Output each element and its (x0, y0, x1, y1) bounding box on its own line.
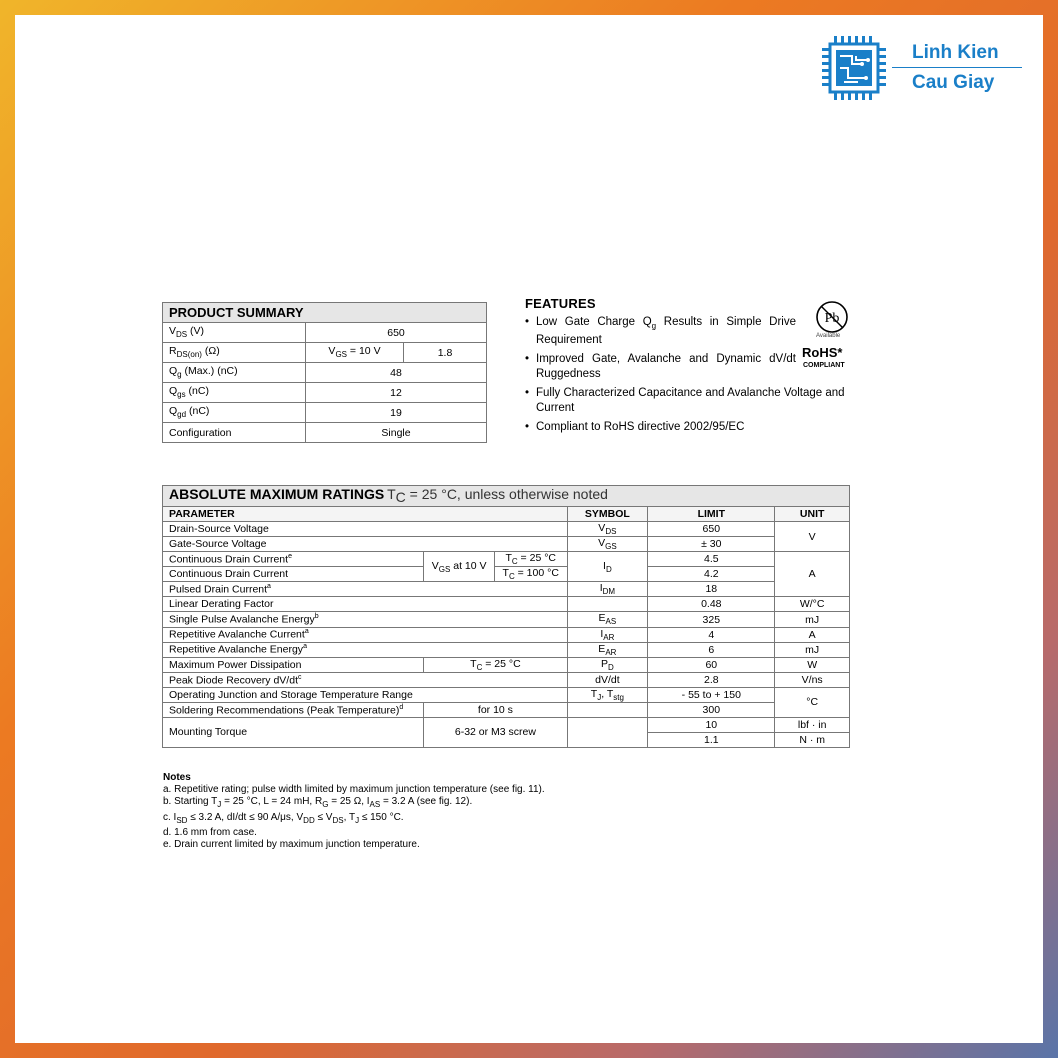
note-c: c. $I_{SD} \le 3.2$ A, dI/dt ≤ 90 A/μs, $V_{DD} \le V_{DS}$, $T_J \le 150$ °C. (163, 811, 404, 825)
note-b: b. Starting $T_J = 25$ °C, L = 24 mH, $R_G = 25$ Ω, $I_{AS} = 3.2$ A (see fig. 12). (163, 796, 473, 810)
features-title: FEATURES (525, 296, 596, 311)
ps-value: 12 (306, 383, 487, 403)
note-d: d. 1.6 mm from case. (163, 826, 257, 838)
absolute-maximum-ratings-table (162, 485, 850, 748)
ps-param: $V_{DS}$ (V) (163, 323, 306, 343)
table-row: Maximum Power Dissipation $T_C = 25$ °C $P_D$ 60 W (163, 657, 850, 672)
table-row: Operating Junction and Storage Temperature Range $T_J$, $T_{stg}$ - 55 to + 150 °C (163, 687, 850, 702)
ps-value: 48 (306, 363, 487, 383)
table-row: Continuous Drain Current $T_C = 100$ °C 4.2 (163, 567, 850, 582)
chip-icon (822, 36, 886, 100)
note-a: a. Repetitive rating; pulse width limited by maximum junction temperature (see fig. 11). (163, 784, 545, 796)
notes-title: Notes (163, 772, 191, 783)
feature-item: • Low Gate Charge $Q_g$ Results in Simple Drive Requirement (525, 315, 796, 348)
col-parameter: PARAMETER (163, 507, 568, 522)
col-unit: UNIT (775, 507, 850, 522)
table-row: Repetitive Avalanche Energy$^a$ $E_{AR}$ 6 mJ (163, 642, 850, 657)
features-section (525, 296, 850, 439)
brand-divider (892, 67, 1022, 68)
table-row: Continuous Drain Current$^e$ $V_{GS}$ at 10 V $T_C = 25$ °C $I_D$ 4.5 A (163, 552, 850, 567)
rohs-label: RoHS* (802, 345, 843, 360)
ps-param: $R_{DS(on)}$ (Ω) (163, 343, 306, 363)
feature-item: • Fully Characterized Capacitance and Avalanche Voltage and Current (525, 386, 850, 416)
compliant-label: COMPLIANT (803, 362, 845, 369)
table-row: Drain-Source Voltage $V_{DS}$ 650 V (163, 522, 850, 537)
product-summary-table (162, 302, 487, 443)
note-e: e. Drain current limited by maximum junction temperature. (163, 839, 420, 851)
ps-condition: $V_{GS} = 10$ V (306, 343, 404, 363)
ps-param: $Q_{gs}$ (nC) (163, 383, 306, 403)
table-row: Pulsed Drain Current$^a$ $I_{DM}$ 18 (163, 582, 850, 597)
feature-item: • Compliant to RoHS directive 2002/95/EC (525, 420, 850, 435)
available-label: Available (816, 333, 841, 339)
brand-line-2: Cau Giay (912, 72, 995, 93)
table-row: Mounting Torque 6-32 or M3 screw 10 lbf · in (163, 717, 850, 732)
table-row: Single Pulse Avalanche Energy$^b$ $E_{AS}$ 325 mJ (163, 612, 850, 627)
table-row: Peak Diode Recovery $dV/dt^c$ dV/dt 2.8 V/ns (163, 672, 850, 687)
ps-param: Configuration (163, 423, 306, 443)
feature-item: • Improved Gate, Avalanche and Dynamic dV/dt Ruggedness (525, 352, 796, 382)
ps-param: $Q_g$ (Max.) (nC) (163, 363, 306, 383)
brand-logo (822, 36, 1022, 102)
ps-value: Single (306, 423, 487, 443)
ps-value: 1.8 (404, 343, 487, 363)
table-row: Gate-Source Voltage $V_{GS}$ ± 30 (163, 537, 850, 552)
ps-value: 650 (306, 323, 487, 343)
amr-title: ABSOLUTE MAXIMUM RATINGS $T_C = 25$ °C, unless otherwise noted (163, 486, 850, 507)
notes-section (163, 772, 763, 851)
product-summary-title: PRODUCT SUMMARY (163, 303, 487, 323)
table-row: 1.1 N · m (163, 732, 850, 747)
ps-param: $Q_{gd}$ (nC) (163, 403, 306, 423)
table-row: Repetitive Avalanche Current$^a$ $I_{AR}$ 4 A (163, 627, 850, 642)
col-symbol: SYMBOL (567, 507, 648, 522)
brand-line-1: Linh Kien (912, 42, 999, 63)
col-limit: LIMIT (648, 507, 775, 522)
table-row: Soldering Recommendations (Peak Temperature)$^d$ for 10 s 300 (163, 702, 850, 717)
svg-text:Pb: Pb (824, 311, 840, 326)
table-row: Linear Derating Factor 0.48 W/°C (163, 597, 850, 612)
ps-value: 19 (306, 403, 487, 423)
